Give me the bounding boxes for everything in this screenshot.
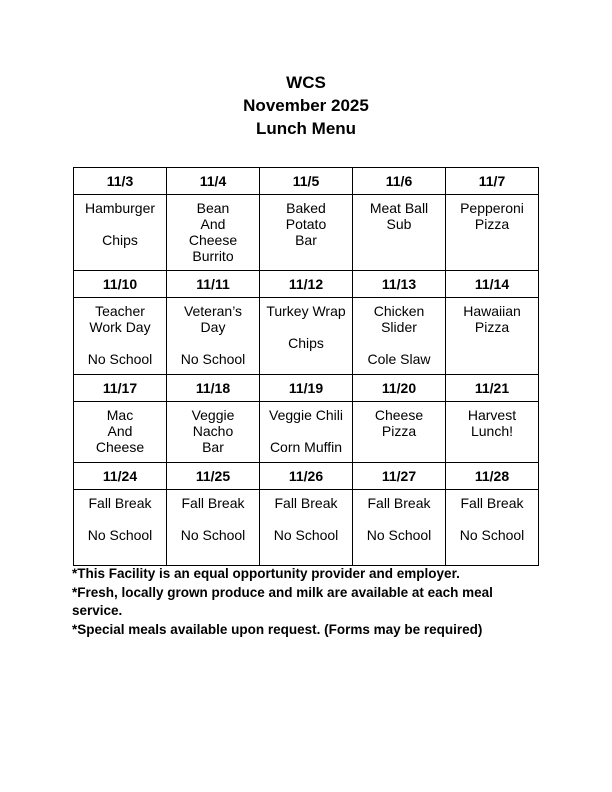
lunch-menu-table — [73, 167, 539, 566]
menu-item-line — [261, 511, 351, 527]
date-cell: 11/7 — [446, 168, 539, 195]
date-cell: 11/21 — [446, 375, 539, 402]
date-cell: 11/13 — [353, 271, 446, 298]
menu-item-line: Meat Ball — [369, 200, 429, 216]
menu-item-line: Nacho — [192, 423, 234, 439]
menu-item-line: Pepperoni — [460, 200, 524, 216]
date-cell: 11/12 — [260, 271, 353, 298]
menu-header — [0, 71, 612, 140]
menu-cell — [74, 490, 167, 566]
menu-cell — [167, 298, 260, 375]
menu-item-line: Cole Slaw — [367, 351, 431, 367]
menu-item-line: Fall Break — [367, 495, 431, 511]
date-cell: 11/19 — [260, 375, 353, 402]
menu-item-line: Lunch! — [470, 423, 514, 439]
menu-cell — [446, 402, 539, 463]
menu-item-line — [354, 335, 444, 351]
menu-item-line: Chicken — [373, 303, 425, 319]
menu-cell — [353, 195, 446, 271]
menu-item-line: Chips — [288, 335, 324, 351]
date-cell: 11/20 — [353, 375, 446, 402]
menu-item-line: No School — [87, 527, 153, 543]
menu-item-line: Pizza — [474, 216, 510, 232]
date-cell: 11/26 — [260, 463, 353, 490]
menu-item-line: No School — [87, 351, 153, 367]
note-fresh-produce: *Fresh, locally grown produce and milk are available at each meal service. — [72, 584, 493, 618]
menu-item-line: Day — [200, 319, 226, 335]
menu-item-line: Mac — [106, 407, 134, 423]
menu-item-line: Bar — [295, 232, 317, 248]
menu-item-line: Pizza — [474, 319, 510, 335]
menu-item-line — [75, 335, 165, 351]
menu-row — [74, 298, 539, 375]
menu-cell — [167, 402, 260, 463]
menu-item-line: Cheese — [95, 439, 145, 455]
menu-item-line: No School — [180, 351, 246, 367]
menu-item-line: Fall Break — [460, 495, 524, 511]
date-row — [74, 168, 539, 195]
menu-item-line — [75, 216, 165, 232]
menu-item-line — [75, 511, 165, 527]
menu-item-line: Baked — [286, 200, 326, 216]
menu-cell — [260, 298, 353, 375]
date-cell: 11/11 — [167, 271, 260, 298]
date-row — [74, 463, 539, 490]
date-cell: 11/14 — [446, 271, 539, 298]
menu-item-line — [168, 335, 258, 351]
menu-item-line: No School — [180, 527, 246, 543]
menu-item-line — [261, 423, 351, 439]
menu-cell — [353, 490, 446, 566]
menu-item-line: Sub — [386, 216, 412, 232]
menu-item-line: And — [200, 216, 226, 232]
menu-cell — [446, 298, 539, 375]
menu-item-line: Fall Break — [88, 495, 152, 511]
menu-cell — [167, 195, 260, 271]
school-name: WCS — [286, 73, 326, 92]
menu-item-line: Pizza — [381, 423, 417, 439]
menu-cell — [74, 298, 167, 375]
menu-row — [74, 490, 539, 566]
menu-item-line: Fall Break — [274, 495, 338, 511]
menu-item-line: And — [107, 423, 133, 439]
menu-item-line: Hamburger — [84, 200, 156, 216]
menu-item-line: No School — [459, 527, 525, 543]
date-cell: 11/4 — [167, 168, 260, 195]
month-label: November 2025 — [243, 96, 369, 115]
menu-cell — [446, 490, 539, 566]
footnotes — [72, 565, 532, 639]
menu-cell — [167, 490, 260, 566]
menu-item-line: Chips — [102, 232, 138, 248]
menu-item-line: Veteran’s — [183, 303, 243, 319]
date-row — [74, 271, 539, 298]
menu-cell — [260, 195, 353, 271]
menu-cell — [446, 195, 539, 271]
menu-row — [74, 195, 539, 271]
date-cell: 11/27 — [353, 463, 446, 490]
date-row — [74, 375, 539, 402]
menu-item-line: Cheese — [374, 407, 424, 423]
menu-cell — [260, 402, 353, 463]
date-cell: 11/5 — [260, 168, 353, 195]
menu-cell — [353, 298, 446, 375]
date-cell: 11/17 — [74, 375, 167, 402]
menu-item-line — [354, 511, 444, 527]
menu-cell — [74, 195, 167, 271]
note-special-meals: *Special meals available upon request. (Forms may be required) — [72, 621, 483, 637]
menu-item-line: Turkey Wrap — [266, 303, 346, 319]
menu-item-line: Slider — [381, 319, 417, 335]
menu-item-line: Bar — [202, 439, 224, 455]
menu-item-line: Burrito — [192, 248, 234, 264]
menu-item-line: Harvest — [467, 407, 517, 423]
date-cell: 11/10 — [74, 271, 167, 298]
menu-item-line: Veggie — [191, 407, 235, 423]
menu-item-line: No School — [273, 527, 339, 543]
menu-item-line: Teacher — [95, 303, 145, 319]
menu-cell — [74, 402, 167, 463]
date-cell: 11/24 — [74, 463, 167, 490]
date-cell: 11/3 — [74, 168, 167, 195]
page-title: Lunch Menu — [255, 119, 357, 138]
menu-cell — [260, 490, 353, 566]
date-cell: 11/25 — [167, 463, 260, 490]
menu-cell — [353, 402, 446, 463]
menu-item-line — [168, 511, 258, 527]
menu-row — [74, 402, 539, 463]
date-cell: 11/6 — [353, 168, 446, 195]
menu-item-line: Cheese — [188, 232, 238, 248]
note-equal-opportunity: *This Facility is an equal opportunity provider and employer. — [72, 566, 460, 581]
menu-item-line — [261, 319, 351, 335]
date-cell: 11/18 — [167, 375, 260, 402]
menu-item-line: Fall Break — [181, 495, 245, 511]
menu-item-line: Corn Muffin — [269, 439, 343, 455]
menu-item-line: Veggie Chili — [269, 407, 343, 423]
menu-item-line: Hawaiian — [463, 303, 521, 319]
menu-item-line: Work Day — [89, 319, 151, 335]
menu-item-line — [447, 511, 537, 527]
menu-item-line: Potato — [285, 216, 327, 232]
menu-item-line: Bean — [196, 200, 230, 216]
date-cell: 11/28 — [446, 463, 539, 490]
menu-item-line: No School — [366, 527, 432, 543]
